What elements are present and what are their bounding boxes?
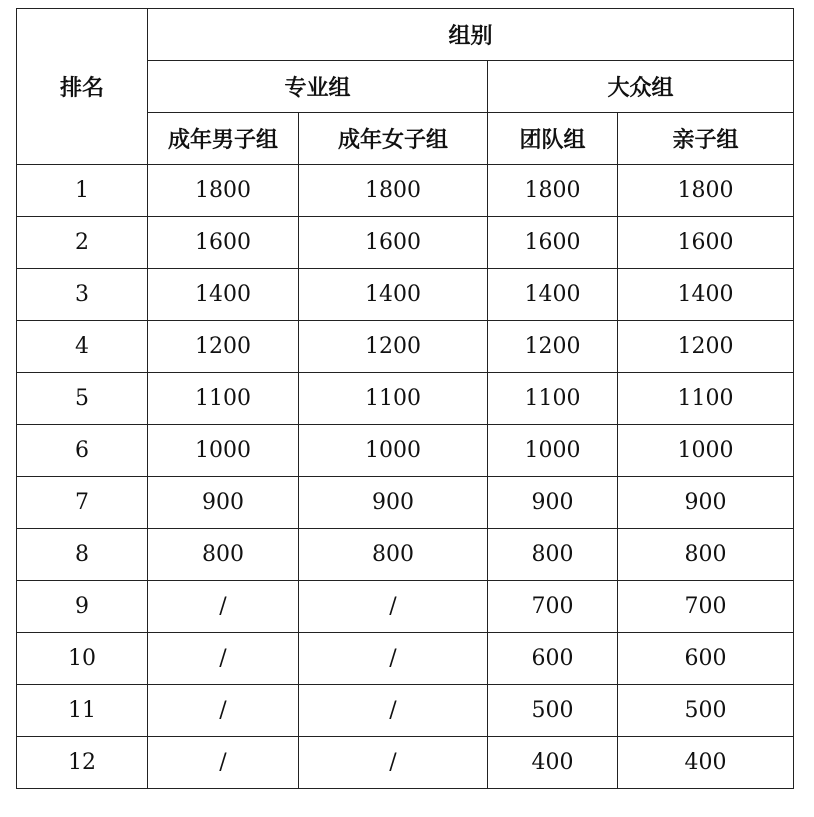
table-row (17, 373, 794, 425)
cell-rank: 5 (17, 373, 148, 425)
table-row (17, 737, 794, 789)
cell-team: 1600 (488, 217, 618, 269)
cell-parent-child: 1800 (618, 165, 794, 217)
table-row (17, 321, 794, 373)
header-row-1 (17, 9, 794, 61)
cell-rank: 1 (17, 165, 148, 217)
cell-adult-women: / (299, 581, 488, 633)
table-body (17, 165, 794, 789)
cell-team: 1000 (488, 425, 618, 477)
cell-parent-child: 400 (618, 737, 794, 789)
prize-table (16, 8, 794, 789)
cell-adult-women: 1000 (299, 425, 488, 477)
cell-parent-child: 1100 (618, 373, 794, 425)
cell-adult-men: 1600 (148, 217, 299, 269)
cell-adult-men: / (148, 581, 299, 633)
table-row (17, 685, 794, 737)
table-row (17, 581, 794, 633)
table-row (17, 633, 794, 685)
cell-parent-child: 700 (618, 581, 794, 633)
table-row (17, 217, 794, 269)
cell-parent-child: 800 (618, 529, 794, 581)
header-group: 组别 (148, 9, 794, 61)
cell-adult-women: / (299, 633, 488, 685)
header-public: 大众组 (488, 61, 794, 113)
cell-adult-men: / (148, 633, 299, 685)
prize-table-container (16, 8, 794, 789)
cell-rank: 10 (17, 633, 148, 685)
table-header (17, 9, 794, 165)
cell-adult-men: 1000 (148, 425, 299, 477)
cell-team: 1100 (488, 373, 618, 425)
cell-adult-men: 1800 (148, 165, 299, 217)
cell-team: 400 (488, 737, 618, 789)
cell-team: 700 (488, 581, 618, 633)
cell-team: 1400 (488, 269, 618, 321)
cell-adult-men: 1200 (148, 321, 299, 373)
cell-adult-women: / (299, 685, 488, 737)
cell-rank: 4 (17, 321, 148, 373)
table-row (17, 425, 794, 477)
cell-team: 800 (488, 529, 618, 581)
cell-parent-child: 1600 (618, 217, 794, 269)
header-rank: 排名 (17, 9, 148, 165)
header-parent-child: 亲子组 (618, 113, 794, 165)
cell-adult-women: 1800 (299, 165, 488, 217)
cell-team: 1200 (488, 321, 618, 373)
cell-adult-women: 1100 (299, 373, 488, 425)
cell-team: 1800 (488, 165, 618, 217)
cell-adult-women: 800 (299, 529, 488, 581)
cell-team: 900 (488, 477, 618, 529)
cell-adult-men: 800 (148, 529, 299, 581)
cell-adult-men: 900 (148, 477, 299, 529)
cell-rank: 8 (17, 529, 148, 581)
cell-rank: 12 (17, 737, 148, 789)
cell-rank: 2 (17, 217, 148, 269)
cell-adult-men: 1400 (148, 269, 299, 321)
cell-parent-child: 600 (618, 633, 794, 685)
cell-adult-women: 1600 (299, 217, 488, 269)
cell-adult-men: 1100 (148, 373, 299, 425)
cell-adult-women: 1200 (299, 321, 488, 373)
header-adult-men: 成年男子组 (148, 113, 299, 165)
cell-rank: 6 (17, 425, 148, 477)
cell-rank: 7 (17, 477, 148, 529)
cell-team: 500 (488, 685, 618, 737)
cell-parent-child: 500 (618, 685, 794, 737)
cell-rank: 11 (17, 685, 148, 737)
table-row (17, 269, 794, 321)
header-professional: 专业组 (148, 61, 488, 113)
cell-adult-women: 1400 (299, 269, 488, 321)
cell-parent-child: 900 (618, 477, 794, 529)
header-adult-women: 成年女子组 (299, 113, 488, 165)
cell-adult-men: / (148, 685, 299, 737)
cell-rank: 3 (17, 269, 148, 321)
table-row (17, 165, 794, 217)
cell-adult-men: / (148, 737, 299, 789)
cell-team: 600 (488, 633, 618, 685)
cell-parent-child: 1200 (618, 321, 794, 373)
table-row (17, 477, 794, 529)
cell-parent-child: 1400 (618, 269, 794, 321)
cell-parent-child: 1000 (618, 425, 794, 477)
table-row (17, 529, 794, 581)
cell-rank: 9 (17, 581, 148, 633)
cell-adult-women: / (299, 737, 488, 789)
cell-adult-women: 900 (299, 477, 488, 529)
header-team: 团队组 (488, 113, 618, 165)
